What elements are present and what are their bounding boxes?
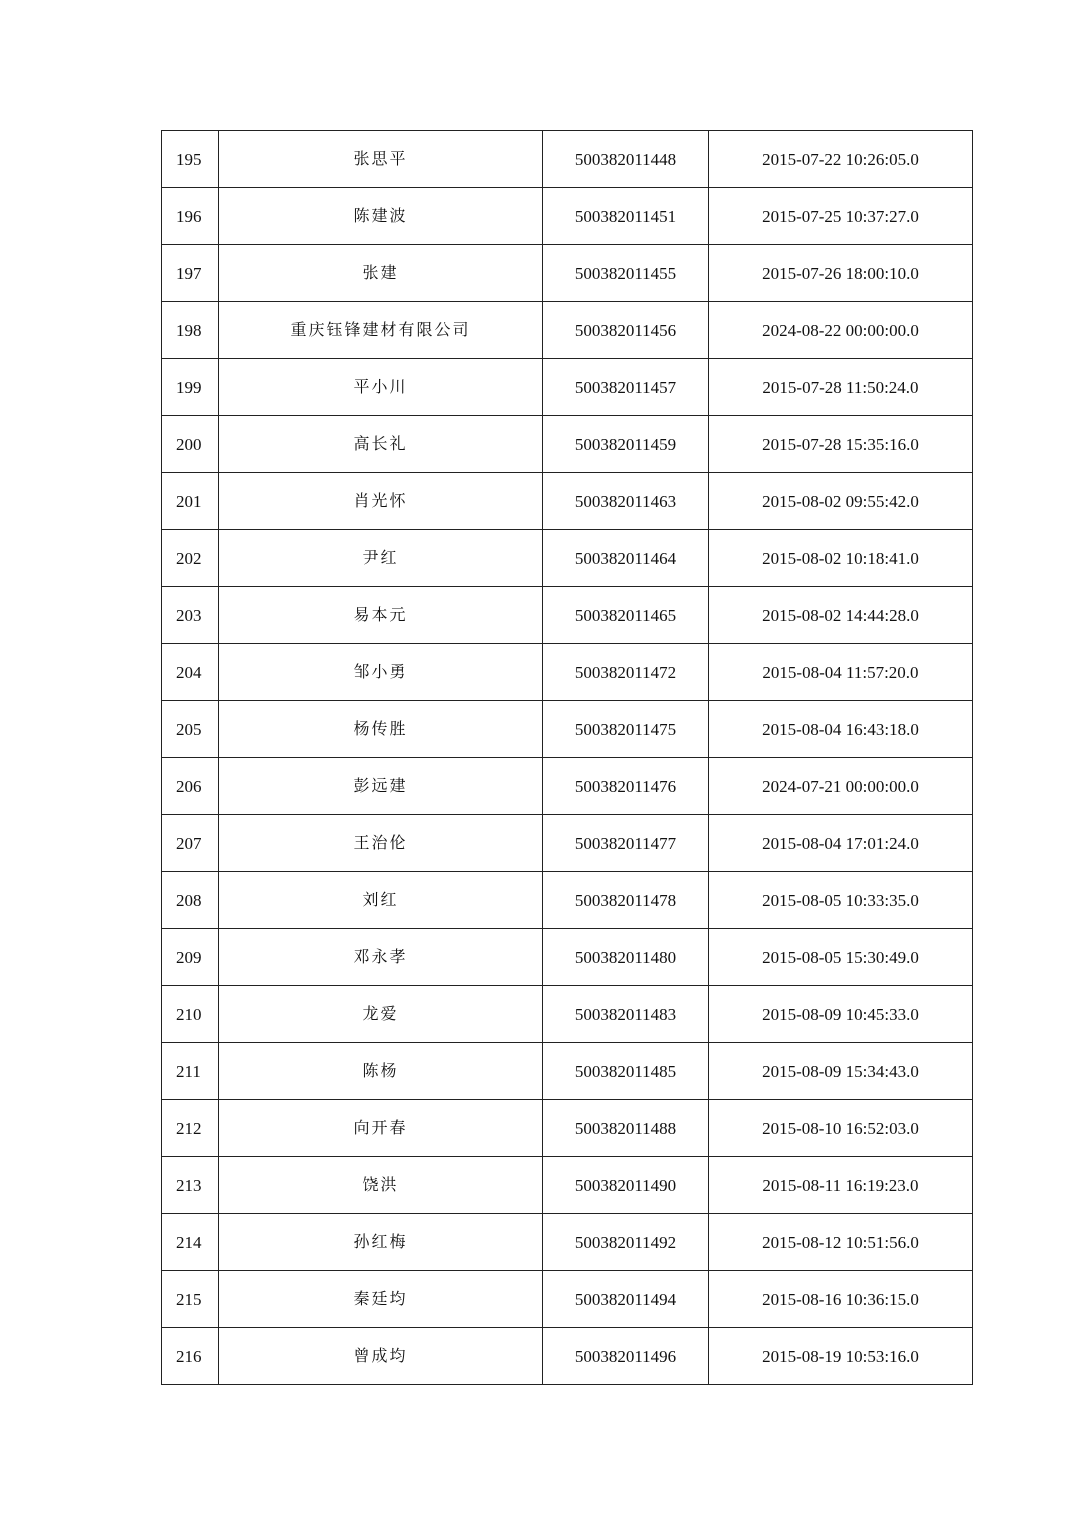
table-row	[162, 1271, 973, 1328]
row-index-cell: 204	[162, 644, 219, 701]
row-index-cell: 201	[162, 473, 219, 530]
datetime-cell: 2015-08-02 10:18:41.0	[709, 530, 973, 587]
datetime-cell: 2015-07-25 10:37:27.0	[709, 188, 973, 245]
table-row	[162, 1100, 973, 1157]
name-cell: 曾成均	[219, 1328, 543, 1385]
code-cell: 500382011457	[543, 359, 709, 416]
datetime-cell: 2015-08-16 10:36:15.0	[709, 1271, 973, 1328]
code-cell: 500382011465	[543, 587, 709, 644]
datetime-cell: 2015-07-28 11:50:24.0	[709, 359, 973, 416]
table-row	[162, 131, 973, 188]
code-cell: 500382011456	[543, 302, 709, 359]
name-cell: 高长礼	[219, 416, 543, 473]
datetime-cell: 2024-08-22 00:00:00.0	[709, 302, 973, 359]
name-cell: 陈建波	[219, 188, 543, 245]
datetime-cell: 2015-08-02 14:44:28.0	[709, 587, 973, 644]
datetime-cell: 2015-08-10 16:52:03.0	[709, 1100, 973, 1157]
code-cell: 500382011459	[543, 416, 709, 473]
code-cell: 500382011455	[543, 245, 709, 302]
datetime-cell: 2015-08-05 10:33:35.0	[709, 872, 973, 929]
name-cell: 平小川	[219, 359, 543, 416]
datetime-cell: 2015-07-22 10:26:05.0	[709, 131, 973, 188]
code-cell: 500382011478	[543, 872, 709, 929]
code-cell: 500382011494	[543, 1271, 709, 1328]
name-cell: 杨传胜	[219, 701, 543, 758]
table-row	[162, 929, 973, 986]
row-index-cell: 206	[162, 758, 219, 815]
table-row	[162, 188, 973, 245]
datetime-cell: 2015-07-26 18:00:10.0	[709, 245, 973, 302]
table-row	[162, 1214, 973, 1271]
row-index-cell: 214	[162, 1214, 219, 1271]
row-index-cell: 205	[162, 701, 219, 758]
table-row	[162, 359, 973, 416]
table-row	[162, 815, 973, 872]
table-row	[162, 587, 973, 644]
datetime-cell: 2015-08-12 10:51:56.0	[709, 1214, 973, 1271]
table-row	[162, 530, 973, 587]
table-row	[162, 302, 973, 359]
name-cell: 张思平	[219, 131, 543, 188]
table-row	[162, 473, 973, 530]
table-row	[162, 1043, 973, 1100]
row-index-cell: 209	[162, 929, 219, 986]
name-cell: 易本元	[219, 587, 543, 644]
row-index-cell: 196	[162, 188, 219, 245]
name-cell: 向开春	[219, 1100, 543, 1157]
table-row	[162, 872, 973, 929]
table-row	[162, 1157, 973, 1214]
row-index-cell: 197	[162, 245, 219, 302]
table-row	[162, 758, 973, 815]
name-cell: 陈杨	[219, 1043, 543, 1100]
name-cell: 龙爱	[219, 986, 543, 1043]
row-index-cell: 200	[162, 416, 219, 473]
code-cell: 500382011463	[543, 473, 709, 530]
row-index-cell: 210	[162, 986, 219, 1043]
code-cell: 500382011480	[543, 929, 709, 986]
name-cell: 尹红	[219, 530, 543, 587]
name-cell: 邓永孝	[219, 929, 543, 986]
datetime-cell: 2024-07-21 00:00:00.0	[709, 758, 973, 815]
code-cell: 500382011475	[543, 701, 709, 758]
row-index-cell: 202	[162, 530, 219, 587]
code-cell: 500382011472	[543, 644, 709, 701]
table-row	[162, 1328, 973, 1385]
code-cell: 500382011476	[543, 758, 709, 815]
row-index-cell: 215	[162, 1271, 219, 1328]
name-cell: 张建	[219, 245, 543, 302]
name-cell: 刘红	[219, 872, 543, 929]
code-cell: 500382011464	[543, 530, 709, 587]
datetime-cell: 2015-08-05 15:30:49.0	[709, 929, 973, 986]
name-cell: 王治伦	[219, 815, 543, 872]
row-index-cell: 198	[162, 302, 219, 359]
row-index-cell: 216	[162, 1328, 219, 1385]
name-cell: 彭远建	[219, 758, 543, 815]
datetime-cell: 2015-08-04 17:01:24.0	[709, 815, 973, 872]
datetime-cell: 2015-08-02 09:55:42.0	[709, 473, 973, 530]
datetime-cell: 2015-08-11 16:19:23.0	[709, 1157, 973, 1214]
datetime-cell: 2015-08-04 11:57:20.0	[709, 644, 973, 701]
table-row	[162, 644, 973, 701]
row-index-cell: 211	[162, 1043, 219, 1100]
table-row	[162, 245, 973, 302]
datetime-cell: 2015-08-09 10:45:33.0	[709, 986, 973, 1043]
code-cell: 500382011451	[543, 188, 709, 245]
row-index-cell: 213	[162, 1157, 219, 1214]
table-row	[162, 986, 973, 1043]
name-cell: 邹小勇	[219, 644, 543, 701]
code-cell: 500382011485	[543, 1043, 709, 1100]
records-table-body	[162, 131, 973, 1385]
row-index-cell: 212	[162, 1100, 219, 1157]
code-cell: 500382011492	[543, 1214, 709, 1271]
row-index-cell: 207	[162, 815, 219, 872]
row-index-cell: 208	[162, 872, 219, 929]
name-cell: 秦廷均	[219, 1271, 543, 1328]
row-index-cell: 199	[162, 359, 219, 416]
name-cell: 重庆钰锋建材有限公司	[219, 302, 543, 359]
records-table	[161, 130, 973, 1385]
code-cell: 500382011483	[543, 986, 709, 1043]
table-row	[162, 701, 973, 758]
datetime-cell: 2015-08-19 10:53:16.0	[709, 1328, 973, 1385]
datetime-cell: 2015-08-09 15:34:43.0	[709, 1043, 973, 1100]
row-index-cell: 203	[162, 587, 219, 644]
datetime-cell: 2015-08-04 16:43:18.0	[709, 701, 973, 758]
table-row	[162, 416, 973, 473]
datetime-cell: 2015-07-28 15:35:16.0	[709, 416, 973, 473]
code-cell: 500382011448	[543, 131, 709, 188]
code-cell: 500382011477	[543, 815, 709, 872]
row-index-cell: 195	[162, 131, 219, 188]
name-cell: 饶洪	[219, 1157, 543, 1214]
name-cell: 肖光怀	[219, 473, 543, 530]
name-cell: 孙红梅	[219, 1214, 543, 1271]
code-cell: 500382011488	[543, 1100, 709, 1157]
code-cell: 500382011490	[543, 1157, 709, 1214]
code-cell: 500382011496	[543, 1328, 709, 1385]
